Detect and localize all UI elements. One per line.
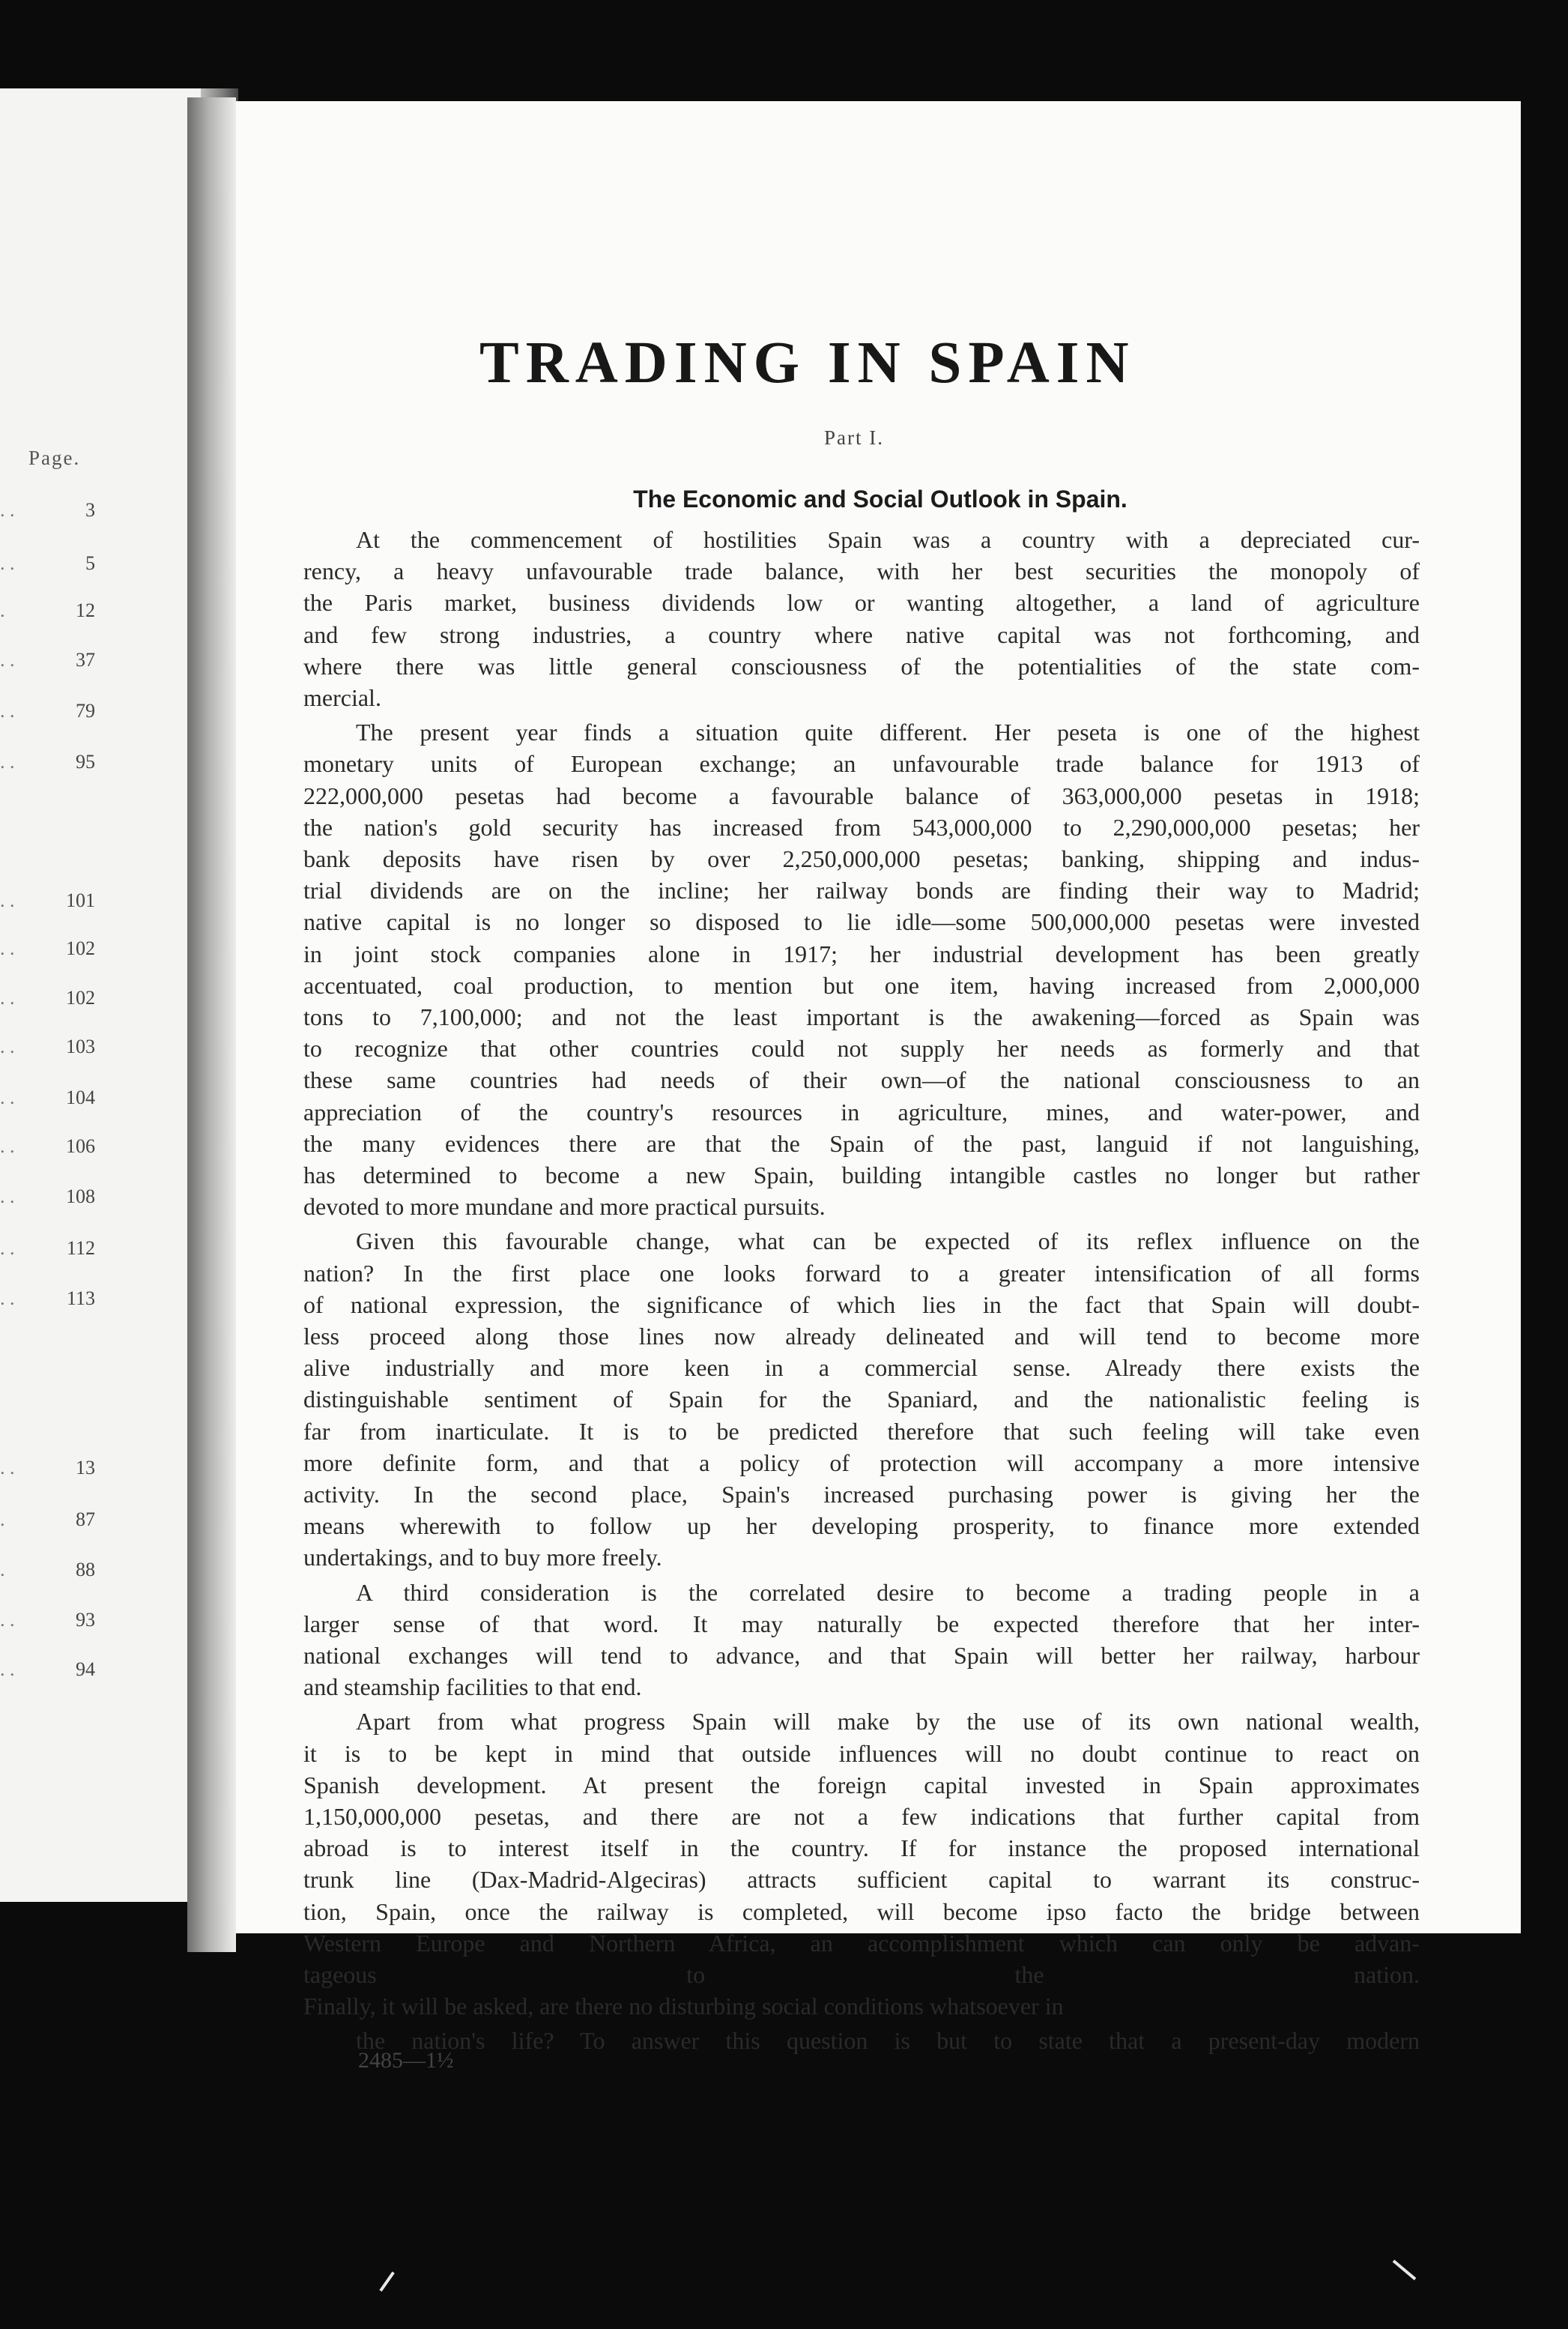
toc-page-number: 3 (85, 499, 95, 521)
toc-page-number: 101 (66, 889, 95, 911)
toc-page-number: 87 (76, 1508, 95, 1530)
toc-entry (0, 1135, 101, 1165)
text-line: distinguishable sentiment of Spain for the Spaniard, and the nationalistic feeling is (303, 1386, 1420, 1413)
toc-leader-dots: . . (0, 1185, 15, 1207)
toc-entry (0, 1508, 101, 1538)
text-line: Apart from what progress Spain will make by the use of its own national wealth, (356, 1708, 1420, 1736)
toc-leader-dots: . . (0, 1287, 15, 1309)
toc-leader-dots: . . (0, 937, 15, 959)
page-number: 2485—1½ (358, 2048, 454, 2073)
toc-leader-dots: . . (0, 1237, 15, 1259)
text-line: At the commencement of hostilities Spain was a country with a depreciated cur- (356, 526, 1420, 553)
toc-page-number: 5 (85, 552, 95, 574)
scan-mark (379, 2271, 394, 2292)
toc-page-number: 37 (76, 649, 95, 671)
text-line: where there was little general consciousness of the potentialities of the state com- (303, 652, 1420, 680)
section-heading: The Economic and Social Outlook in Spain. (633, 486, 1127, 513)
text-line: means wherewith to follow up her developing prosperity, to finance more extended (303, 1512, 1420, 1540)
toc-page-number: 102 (66, 987, 95, 1009)
toc-page-number: 95 (76, 751, 95, 773)
text-line: Finally, it will be asked, are there no disturbing social conditions whatsoever in (303, 1993, 1064, 2020)
text-line: the Paris market, business dividends low or wanting altogether, a land of agriculture (303, 589, 1420, 617)
toc-leader-dots: . . (0, 1457, 15, 1478)
text-line: the nation's life? To answer this question is but to state that a present-day modern (356, 2027, 1420, 2055)
toc-entry (0, 1609, 101, 1639)
toc-page-number: 108 (66, 1185, 95, 1207)
toc-entry (0, 1287, 101, 1317)
text-line: bank deposits have risen by over 2,250,000,000 pesetas; banking, shipping and indus- (303, 845, 1420, 872)
toc-leader-dots: . (0, 599, 5, 621)
text-line: undertakings, and to buy more freely. (303, 1544, 662, 1571)
document-title: TRADING IN SPAIN (479, 330, 1136, 396)
text-line: activity. In the second place, Spain's increased purchasing power is giving her the (303, 1481, 1420, 1508)
toc-entry (0, 649, 101, 679)
text-line: national exchanges will tend to advance, and that Spain will better her railway, harbour (303, 1642, 1420, 1669)
toc-page-number: 13 (76, 1457, 95, 1478)
toc-leader-dots: . . (0, 1658, 15, 1680)
text-line: rency, a heavy unfavourable trade balance, with her best securities the monopoly of (303, 558, 1420, 585)
toc-entry (0, 889, 101, 919)
toc-leader-dots: . . (0, 649, 15, 671)
text-line: accentuated, coal production, to mention but one item, having increased from 2,000,000 (303, 971, 1420, 999)
toc-leader-dots: . . (0, 552, 15, 574)
toc-leader-dots: . . (0, 1135, 15, 1157)
toc-entry (0, 552, 101, 582)
toc-page-number: 88 (76, 1559, 95, 1580)
text-line: appreciation of the country's resources in agriculture, mines, and water-power, and (303, 1098, 1420, 1126)
toc-page-number: 103 (66, 1036, 95, 1057)
toc-entry (0, 499, 101, 529)
text-line: monetary units of European exchange; an unfavourable trade balance for 1913 of (303, 750, 1420, 778)
book-spine (187, 97, 236, 1952)
text-line: and few strong industries, a country where native capital was not forthcoming, and (303, 620, 1420, 648)
toc-leader-dots: . . (0, 1036, 15, 1057)
toc-leader-dots: . . (0, 700, 15, 722)
text-line: native capital is no longer so disposed to lie idle—some 500,000,000 pesetas were invested (303, 908, 1420, 936)
toc-heading: Page. (28, 447, 81, 469)
toc-leader-dots: . . (0, 1609, 15, 1631)
toc-leader-dots: . . (0, 499, 15, 521)
toc-leader-dots: . . (0, 1087, 15, 1108)
text-line: these same countries had needs of their own—of the national consciousness to an (303, 1066, 1420, 1094)
text-line: 1,150,000,000 pesetas, and there are not a few indications that further capital from (303, 1803, 1420, 1830)
toc-leader-dots: . (0, 1508, 5, 1530)
text-line: and steamship facilities to that end. (303, 1673, 642, 1701)
text-line: trial dividends are on the incline; her railway bonds are finding their way to Madrid; (303, 877, 1420, 904)
toc-entry (0, 1457, 101, 1487)
text-line: alive industrially and more keen in a commercial sense. Already there exists the (303, 1354, 1420, 1382)
toc-page-number: 113 (66, 1287, 95, 1309)
toc-page-number: 104 (66, 1087, 95, 1108)
text-line: tageous to the nation. (303, 1961, 1420, 1988)
toc-entry (0, 700, 101, 730)
toc-page-number: 12 (76, 599, 95, 621)
toc-entry (0, 1087, 101, 1117)
toc-leader-dots: . . (0, 751, 15, 773)
text-line: to recognize that other countries could not supply her needs as formerly and that (303, 1035, 1420, 1063)
toc-entry (0, 1237, 101, 1267)
text-line: far from inarticulate. It is to be predicted therefore that such feeling will take even (303, 1417, 1420, 1445)
toc-leader-dots: . (0, 1559, 5, 1580)
toc-page-number: 93 (76, 1609, 95, 1631)
text-line: of national expression, the significance of which lies in the fact that Spain will doubt- (303, 1290, 1420, 1318)
toc-page-number: 94 (76, 1658, 95, 1680)
toc-page-number: 112 (66, 1237, 95, 1259)
text-line: less proceed along those lines now already delineated and will tend to become more (303, 1323, 1420, 1350)
scan-mark (1393, 2259, 1417, 2280)
text-line: it is to be kept in mind that outside influences will no doubt continue to react on (303, 1739, 1420, 1767)
toc-page-number: 102 (66, 937, 95, 959)
toc-leader-dots: . . (0, 987, 15, 1009)
text-line: mercial. (303, 684, 381, 711)
toc-entry (0, 987, 101, 1017)
toc-page-number: 106 (66, 1135, 95, 1157)
text-line: the nation's gold security has increased from 543,000,000 to 2,290,000,000 pesetas; her (303, 813, 1420, 841)
toc-entry (0, 937, 101, 967)
text-line: Western Europe and Northern Africa, an accomplishment which can only be advan- (303, 1929, 1420, 1957)
text-line: devoted to more mundane and more practical pursuits. (303, 1193, 826, 1221)
text-line: has determined to become a new Spain, building intangible castles no longer but rather (303, 1162, 1420, 1188)
part-label: Part I. (824, 426, 884, 449)
text-line: nation? In the first place one looks forward to a greater intensification of all forms (303, 1259, 1420, 1287)
toc-entry (0, 1185, 101, 1215)
text-line: A third consideration is the correlated desire to become a trading people in a (356, 1578, 1420, 1606)
text-line: larger sense of that word. It may naturally be expected therefore that her inter- (303, 1610, 1420, 1637)
text-line: more definite form, and that a policy of protection will accompany a more intensive (303, 1449, 1420, 1476)
text-line: The present year finds a situation quite different. Her peseta is one of the highest (356, 719, 1420, 746)
toc-entry (0, 599, 101, 629)
text-line: trunk line (Dax-Madrid-Algeciras) attracts sufficient capital to warrant its construc- (303, 1866, 1420, 1894)
text-line: 222,000,000 pesetas had become a favourable balance of 363,000,000 pesetas in 1918; (303, 782, 1420, 809)
text-line: Given this favourable change, what can be expected of its reflex influence on the (356, 1227, 1420, 1255)
toc-entry (0, 1036, 101, 1066)
toc-entry (0, 1559, 101, 1589)
toc-leader-dots: . . (0, 889, 15, 911)
text-line: tion, Spain, once the railway is completed, will become ipso facto the bridge between (303, 1897, 1420, 1925)
toc-entry (0, 751, 101, 781)
text-line: in joint stock companies alone in 1917; her industrial development has been greatly (303, 940, 1420, 967)
text-line: tons to 7,100,000; and not the least important is the awakening—forced as Spain was (303, 1003, 1420, 1030)
text-line: Spanish development. At present the foreign capital invested in Spain approximates (303, 1771, 1420, 1798)
toc-entry (0, 1658, 101, 1688)
text-line: abroad is to interest itself in the country. If for instance the proposed international (303, 1834, 1420, 1862)
toc-page-number: 79 (76, 700, 95, 722)
text-line: the many evidences there are that the Spain of the past, languid if not languishing, (303, 1129, 1420, 1157)
